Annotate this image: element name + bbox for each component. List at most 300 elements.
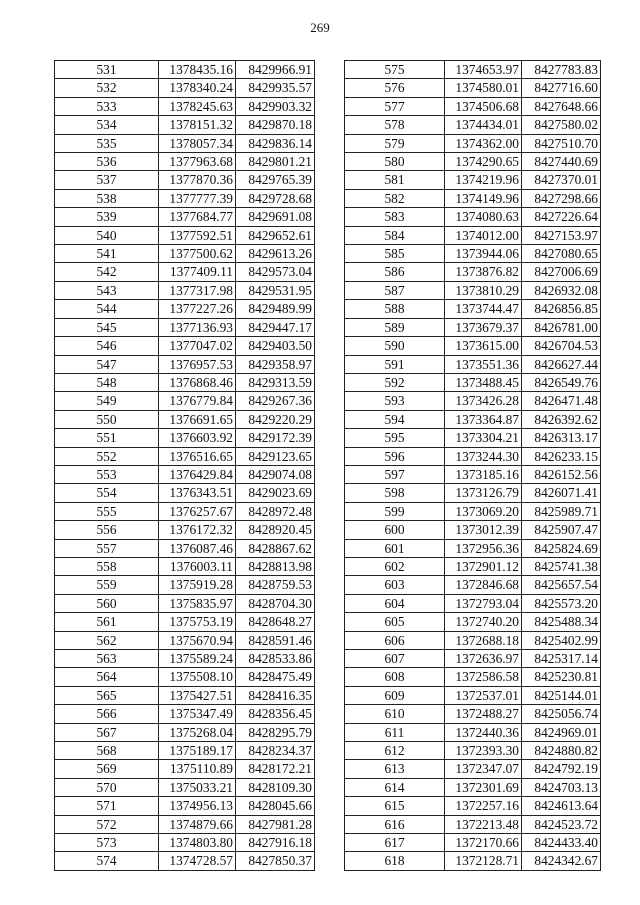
table-row xyxy=(345,484,601,502)
table-row xyxy=(345,465,601,483)
point-number-cell: 568 xyxy=(55,742,159,760)
y-coordinate-cell: 8429220.29 xyxy=(236,410,315,428)
point-number-cell: 605 xyxy=(345,613,445,631)
table-row xyxy=(55,116,315,134)
point-number-cell: 597 xyxy=(345,465,445,483)
y-coordinate-cell: 8425056.74 xyxy=(522,705,601,723)
y-coordinate-cell: 8429903.32 xyxy=(236,97,315,115)
x-coordinate-cell: 1374012.00 xyxy=(445,226,522,244)
y-coordinate-cell: 8424703.13 xyxy=(522,778,601,796)
y-coordinate-cell: 8429573.04 xyxy=(236,263,315,281)
x-coordinate-cell: 1372740.20 xyxy=(445,613,522,631)
y-coordinate-cell: 8428475.49 xyxy=(236,668,315,686)
x-coordinate-cell: 1374728.57 xyxy=(159,852,236,870)
table-row xyxy=(345,208,601,226)
x-coordinate-cell: 1373426.28 xyxy=(445,392,522,410)
point-number-cell: 600 xyxy=(345,521,445,539)
point-number-cell: 559 xyxy=(55,576,159,594)
table-row xyxy=(55,171,315,189)
x-coordinate-cell: 1374362.00 xyxy=(445,134,522,152)
point-number-cell: 609 xyxy=(345,686,445,704)
table-row xyxy=(55,760,315,778)
x-coordinate-cell: 1372488.27 xyxy=(445,705,522,723)
y-coordinate-cell: 8425657.54 xyxy=(522,576,601,594)
y-coordinate-cell: 8427153.97 xyxy=(522,226,601,244)
point-number-cell: 544 xyxy=(55,300,159,318)
table-row xyxy=(55,686,315,704)
x-coordinate-cell: 1375268.04 xyxy=(159,723,236,741)
y-coordinate-cell: 8428920.45 xyxy=(236,521,315,539)
point-number-cell: 561 xyxy=(55,613,159,631)
table-row xyxy=(55,484,315,502)
x-coordinate-cell: 1373551.36 xyxy=(445,355,522,373)
y-coordinate-cell: 8429765.39 xyxy=(236,171,315,189)
y-coordinate-cell: 8426313.17 xyxy=(522,429,601,447)
y-coordinate-cell: 8424433.40 xyxy=(522,834,601,852)
x-coordinate-cell: 1377047.02 xyxy=(159,337,236,355)
y-coordinate-cell: 8426781.00 xyxy=(522,318,601,336)
table-row xyxy=(345,281,601,299)
point-number-cell: 567 xyxy=(55,723,159,741)
table-row xyxy=(55,742,315,760)
point-number-cell: 550 xyxy=(55,410,159,428)
x-coordinate-cell: 1376087.46 xyxy=(159,539,236,557)
table-row xyxy=(55,281,315,299)
y-coordinate-cell: 8424613.64 xyxy=(522,797,601,815)
x-coordinate-cell: 1372257.16 xyxy=(445,797,522,815)
y-coordinate-cell: 8427783.83 xyxy=(522,61,601,79)
table-row xyxy=(345,576,601,594)
x-coordinate-cell: 1372128.71 xyxy=(445,852,522,870)
x-coordinate-cell: 1375033.21 xyxy=(159,778,236,796)
point-number-cell: 584 xyxy=(345,226,445,244)
x-coordinate-cell: 1374080.63 xyxy=(445,208,522,226)
point-number-cell: 588 xyxy=(345,300,445,318)
point-number-cell: 573 xyxy=(55,834,159,852)
x-coordinate-cell: 1375427.51 xyxy=(159,686,236,704)
point-number-cell: 549 xyxy=(55,392,159,410)
y-coordinate-cell: 8427648.66 xyxy=(522,97,601,115)
point-number-cell: 585 xyxy=(345,245,445,263)
x-coordinate-cell: 1372537.01 xyxy=(445,686,522,704)
table-row xyxy=(345,723,601,741)
point-number-cell: 581 xyxy=(345,171,445,189)
point-number-cell: 616 xyxy=(345,815,445,833)
point-number-cell: 565 xyxy=(55,686,159,704)
table-row xyxy=(345,539,601,557)
point-number-cell: 532 xyxy=(55,79,159,97)
x-coordinate-cell: 1375670.94 xyxy=(159,631,236,649)
y-coordinate-cell: 8428704.30 xyxy=(236,594,315,612)
y-coordinate-cell: 8425230.81 xyxy=(522,668,601,686)
table-row xyxy=(345,300,601,318)
table-row xyxy=(55,318,315,336)
table-row xyxy=(55,392,315,410)
point-number-cell: 611 xyxy=(345,723,445,741)
point-number-cell: 540 xyxy=(55,226,159,244)
y-coordinate-cell: 8426549.76 xyxy=(522,373,601,391)
table-row xyxy=(55,502,315,520)
y-coordinate-cell: 8427080.65 xyxy=(522,245,601,263)
y-coordinate-cell: 8427716.60 xyxy=(522,79,601,97)
x-coordinate-cell: 1376003.11 xyxy=(159,557,236,575)
point-number-cell: 555 xyxy=(55,502,159,520)
table-row xyxy=(345,116,601,134)
y-coordinate-cell: 8427850.37 xyxy=(236,852,315,870)
point-number-cell: 589 xyxy=(345,318,445,336)
table-row xyxy=(55,373,315,391)
y-coordinate-cell: 8427298.66 xyxy=(522,189,601,207)
x-coordinate-cell: 1377136.93 xyxy=(159,318,236,336)
x-coordinate-cell: 1375508.10 xyxy=(159,668,236,686)
y-coordinate-cell: 8426856.85 xyxy=(522,300,601,318)
y-coordinate-cell: 8426152.56 xyxy=(522,465,601,483)
point-number-cell: 566 xyxy=(55,705,159,723)
point-number-cell: 533 xyxy=(55,97,159,115)
y-coordinate-cell: 8424880.82 xyxy=(522,742,601,760)
point-number-cell: 538 xyxy=(55,189,159,207)
y-coordinate-cell: 8429023.69 xyxy=(236,484,315,502)
y-coordinate-cell: 8429123.65 xyxy=(236,447,315,465)
x-coordinate-cell: 1372636.97 xyxy=(445,650,522,668)
x-coordinate-cell: 1376172.32 xyxy=(159,521,236,539)
y-coordinate-cell: 8429613.26 xyxy=(236,245,315,263)
point-number-cell: 595 xyxy=(345,429,445,447)
table-row xyxy=(345,153,601,171)
x-coordinate-cell: 1375589.24 xyxy=(159,650,236,668)
table-row xyxy=(345,447,601,465)
point-number-cell: 551 xyxy=(55,429,159,447)
point-number-cell: 592 xyxy=(345,373,445,391)
table-row xyxy=(55,852,315,870)
point-number-cell: 591 xyxy=(345,355,445,373)
table-row xyxy=(345,631,601,649)
point-number-cell: 604 xyxy=(345,594,445,612)
point-number-cell: 590 xyxy=(345,337,445,355)
point-number-cell: 558 xyxy=(55,557,159,575)
y-coordinate-cell: 8427916.18 xyxy=(236,834,315,852)
y-coordinate-cell: 8424792.19 xyxy=(522,760,601,778)
table-row xyxy=(55,797,315,815)
y-coordinate-cell: 8425488.34 xyxy=(522,613,601,631)
y-coordinate-cell: 8424523.72 xyxy=(522,815,601,833)
x-coordinate-cell: 1374149.96 xyxy=(445,189,522,207)
point-number-cell: 579 xyxy=(345,134,445,152)
y-coordinate-cell: 8426071.41 xyxy=(522,484,601,502)
x-coordinate-cell: 1375835.97 xyxy=(159,594,236,612)
point-number-cell: 598 xyxy=(345,484,445,502)
y-coordinate-cell: 8428813.98 xyxy=(236,557,315,575)
table-row xyxy=(345,410,601,428)
table-row xyxy=(345,834,601,852)
point-number-cell: 576 xyxy=(345,79,445,97)
x-coordinate-cell: 1373012.39 xyxy=(445,521,522,539)
x-coordinate-cell: 1376868.46 xyxy=(159,373,236,391)
y-coordinate-cell: 8427510.70 xyxy=(522,134,601,152)
x-coordinate-cell: 1376257.67 xyxy=(159,502,236,520)
y-coordinate-cell: 8427226.64 xyxy=(522,208,601,226)
point-number-cell: 582 xyxy=(345,189,445,207)
y-coordinate-cell: 8427580.02 xyxy=(522,116,601,134)
point-number-cell: 541 xyxy=(55,245,159,263)
point-number-cell: 572 xyxy=(55,815,159,833)
y-coordinate-cell: 8427981.28 xyxy=(236,815,315,833)
page-number: 269 xyxy=(310,20,330,35)
table-row xyxy=(345,189,601,207)
x-coordinate-cell: 1373810.29 xyxy=(445,281,522,299)
x-coordinate-cell: 1373185.16 xyxy=(445,465,522,483)
table-row xyxy=(345,373,601,391)
x-coordinate-cell: 1375347.49 xyxy=(159,705,236,723)
x-coordinate-cell: 1375189.17 xyxy=(159,742,236,760)
y-coordinate-cell: 8424969.01 xyxy=(522,723,601,741)
point-number-cell: 613 xyxy=(345,760,445,778)
table-row xyxy=(55,429,315,447)
table-row xyxy=(345,797,601,815)
y-coordinate-cell: 8429870.18 xyxy=(236,116,315,134)
point-number-cell: 594 xyxy=(345,410,445,428)
x-coordinate-cell: 1373126.79 xyxy=(445,484,522,502)
table-row xyxy=(345,97,601,115)
table-row xyxy=(55,79,315,97)
y-coordinate-cell: 8428416.35 xyxy=(236,686,315,704)
table-row xyxy=(345,318,601,336)
y-coordinate-cell: 8427440.69 xyxy=(522,153,601,171)
point-number-cell: 607 xyxy=(345,650,445,668)
y-coordinate-cell: 8428045.66 xyxy=(236,797,315,815)
y-coordinate-cell: 8429691.08 xyxy=(236,208,315,226)
table-row xyxy=(345,594,601,612)
y-coordinate-cell: 8428356.45 xyxy=(236,705,315,723)
point-number-cell: 574 xyxy=(55,852,159,870)
y-coordinate-cell: 8428109.30 xyxy=(236,778,315,796)
x-coordinate-cell: 1378057.34 xyxy=(159,134,236,152)
table-row xyxy=(55,815,315,833)
y-coordinate-cell: 8427370.01 xyxy=(522,171,601,189)
y-coordinate-cell: 8429935.57 xyxy=(236,79,315,97)
x-coordinate-cell: 1372901.12 xyxy=(445,557,522,575)
x-coordinate-cell: 1377500.62 xyxy=(159,245,236,263)
y-coordinate-cell: 8426932.08 xyxy=(522,281,601,299)
point-number-cell: 601 xyxy=(345,539,445,557)
table-row xyxy=(345,778,601,796)
x-coordinate-cell: 1373876.82 xyxy=(445,263,522,281)
point-number-cell: 608 xyxy=(345,668,445,686)
table-row xyxy=(55,778,315,796)
y-coordinate-cell: 8425907.47 xyxy=(522,521,601,539)
point-number-cell: 553 xyxy=(55,465,159,483)
x-coordinate-cell: 1373364.87 xyxy=(445,410,522,428)
y-coordinate-cell: 8429489.99 xyxy=(236,300,315,318)
point-number-cell: 587 xyxy=(345,281,445,299)
coordinates-table-right xyxy=(344,60,601,871)
point-number-cell: 578 xyxy=(345,116,445,134)
point-number-cell: 577 xyxy=(345,97,445,115)
table-row xyxy=(55,226,315,244)
table-row xyxy=(345,613,601,631)
x-coordinate-cell: 1372347.07 xyxy=(445,760,522,778)
x-coordinate-cell: 1372956.36 xyxy=(445,539,522,557)
table-row xyxy=(345,668,601,686)
point-number-cell: 615 xyxy=(345,797,445,815)
y-coordinate-cell: 8429074.08 xyxy=(236,465,315,483)
x-coordinate-cell: 1376603.92 xyxy=(159,429,236,447)
point-number-cell: 569 xyxy=(55,760,159,778)
point-number-cell: 543 xyxy=(55,281,159,299)
table-row xyxy=(345,79,601,97)
y-coordinate-cell: 8425824.69 xyxy=(522,539,601,557)
table-row xyxy=(345,263,601,281)
point-number-cell: 606 xyxy=(345,631,445,649)
table-row xyxy=(55,557,315,575)
x-coordinate-cell: 1372213.48 xyxy=(445,815,522,833)
x-coordinate-cell: 1376343.51 xyxy=(159,484,236,502)
point-number-cell: 548 xyxy=(55,373,159,391)
x-coordinate-cell: 1374506.68 xyxy=(445,97,522,115)
x-coordinate-cell: 1374653.97 xyxy=(445,61,522,79)
y-coordinate-cell: 8428172.21 xyxy=(236,760,315,778)
table-row xyxy=(345,557,601,575)
point-number-cell: 610 xyxy=(345,705,445,723)
y-coordinate-cell: 8429403.50 xyxy=(236,337,315,355)
table-row xyxy=(345,171,601,189)
x-coordinate-cell: 1378245.63 xyxy=(159,97,236,115)
table-row xyxy=(55,594,315,612)
table-row xyxy=(55,668,315,686)
table-row xyxy=(55,263,315,281)
y-coordinate-cell: 8424342.67 xyxy=(522,852,601,870)
y-coordinate-cell: 8426704.53 xyxy=(522,337,601,355)
y-coordinate-cell: 8425989.71 xyxy=(522,502,601,520)
x-coordinate-cell: 1375753.19 xyxy=(159,613,236,631)
table-row xyxy=(345,686,601,704)
table-row xyxy=(345,226,601,244)
x-coordinate-cell: 1374803.80 xyxy=(159,834,236,852)
y-coordinate-cell: 8427006.69 xyxy=(522,263,601,281)
point-number-cell: 552 xyxy=(55,447,159,465)
table-row xyxy=(55,337,315,355)
point-number-cell: 563 xyxy=(55,650,159,668)
table-row xyxy=(55,410,315,428)
table-row xyxy=(55,208,315,226)
x-coordinate-cell: 1376957.53 xyxy=(159,355,236,373)
point-number-cell: 537 xyxy=(55,171,159,189)
y-coordinate-cell: 8429172.39 xyxy=(236,429,315,447)
x-coordinate-cell: 1376779.84 xyxy=(159,392,236,410)
y-coordinate-cell: 8425573.20 xyxy=(522,594,601,612)
y-coordinate-cell: 8429652.61 xyxy=(236,226,315,244)
x-coordinate-cell: 1377227.26 xyxy=(159,300,236,318)
table-row xyxy=(55,521,315,539)
x-coordinate-cell: 1372393.30 xyxy=(445,742,522,760)
x-coordinate-cell: 1377592.51 xyxy=(159,226,236,244)
x-coordinate-cell: 1374290.65 xyxy=(445,153,522,171)
y-coordinate-cell: 8428867.62 xyxy=(236,539,315,557)
y-coordinate-cell: 8429267.36 xyxy=(236,392,315,410)
x-coordinate-cell: 1378151.32 xyxy=(159,116,236,134)
table-row xyxy=(55,613,315,631)
table-row xyxy=(345,245,601,263)
x-coordinate-cell: 1373069.20 xyxy=(445,502,522,520)
y-coordinate-cell: 8428591.46 xyxy=(236,631,315,649)
y-coordinate-cell: 8426471.48 xyxy=(522,392,601,410)
y-coordinate-cell: 8429966.91 xyxy=(236,61,315,79)
y-coordinate-cell: 8428648.27 xyxy=(236,613,315,631)
y-coordinate-cell: 8425402.99 xyxy=(522,631,601,649)
point-number-cell: 556 xyxy=(55,521,159,539)
table-row xyxy=(345,337,601,355)
x-coordinate-cell: 1373244.30 xyxy=(445,447,522,465)
point-number-cell: 536 xyxy=(55,153,159,171)
y-coordinate-cell: 8425144.01 xyxy=(522,686,601,704)
table-row xyxy=(345,392,601,410)
point-number-cell: 612 xyxy=(345,742,445,760)
y-coordinate-cell: 8428533.86 xyxy=(236,650,315,668)
point-number-cell: 602 xyxy=(345,557,445,575)
y-coordinate-cell: 8429358.97 xyxy=(236,355,315,373)
y-coordinate-cell: 8425741.38 xyxy=(522,557,601,575)
x-coordinate-cell: 1376691.65 xyxy=(159,410,236,428)
table-row xyxy=(345,502,601,520)
table-row xyxy=(55,705,315,723)
point-number-cell: 614 xyxy=(345,778,445,796)
point-number-cell: 618 xyxy=(345,852,445,870)
point-number-cell: 531 xyxy=(55,61,159,79)
point-number-cell: 617 xyxy=(345,834,445,852)
y-coordinate-cell: 8429447.17 xyxy=(236,318,315,336)
x-coordinate-cell: 1372688.18 xyxy=(445,631,522,649)
table-row xyxy=(55,650,315,668)
point-number-cell: 571 xyxy=(55,797,159,815)
table-row xyxy=(345,815,601,833)
x-coordinate-cell: 1377870.36 xyxy=(159,171,236,189)
table-row xyxy=(345,760,601,778)
table-row xyxy=(55,134,315,152)
x-coordinate-cell: 1377777.39 xyxy=(159,189,236,207)
point-number-cell: 575 xyxy=(345,61,445,79)
coordinates-table-left xyxy=(54,60,315,871)
table-row xyxy=(55,723,315,741)
point-number-cell: 542 xyxy=(55,263,159,281)
y-coordinate-cell: 8426627.44 xyxy=(522,355,601,373)
x-coordinate-cell: 1373679.37 xyxy=(445,318,522,336)
table-row xyxy=(55,834,315,852)
x-coordinate-cell: 1374580.01 xyxy=(445,79,522,97)
table-row xyxy=(345,742,601,760)
point-number-cell: 586 xyxy=(345,263,445,281)
table-row xyxy=(55,465,315,483)
x-coordinate-cell: 1373744.47 xyxy=(445,300,522,318)
point-number-cell: 546 xyxy=(55,337,159,355)
point-number-cell: 539 xyxy=(55,208,159,226)
y-coordinate-cell: 8426233.15 xyxy=(522,447,601,465)
y-coordinate-cell: 8429531.95 xyxy=(236,281,315,299)
table-row xyxy=(55,631,315,649)
point-number-cell: 603 xyxy=(345,576,445,594)
point-number-cell: 596 xyxy=(345,447,445,465)
point-number-cell: 557 xyxy=(55,539,159,557)
point-number-cell: 534 xyxy=(55,116,159,134)
y-coordinate-cell: 8429313.59 xyxy=(236,373,315,391)
table-row xyxy=(345,650,601,668)
x-coordinate-cell: 1378340.24 xyxy=(159,79,236,97)
y-coordinate-cell: 8429836.14 xyxy=(236,134,315,152)
point-number-cell: 583 xyxy=(345,208,445,226)
point-number-cell: 554 xyxy=(55,484,159,502)
point-number-cell: 547 xyxy=(55,355,159,373)
x-coordinate-cell: 1375110.89 xyxy=(159,760,236,778)
x-coordinate-cell: 1377409.11 xyxy=(159,263,236,281)
